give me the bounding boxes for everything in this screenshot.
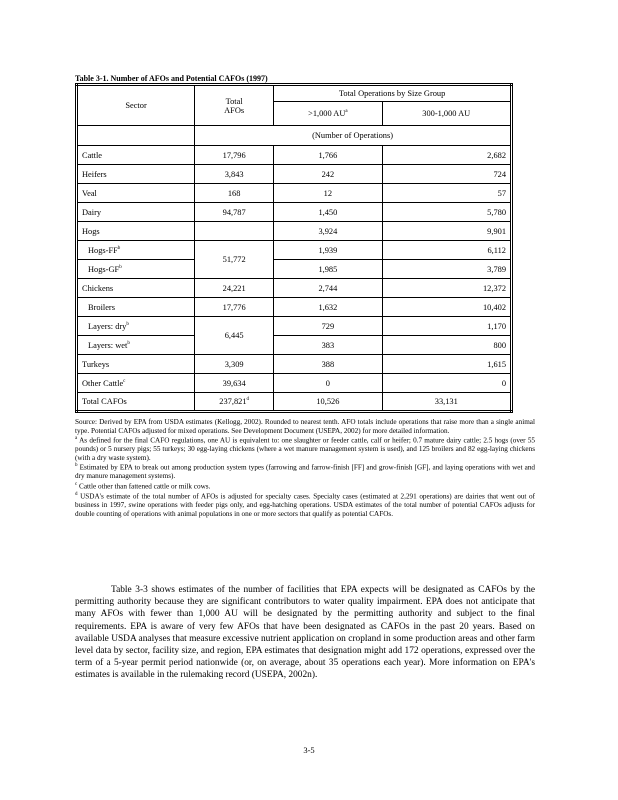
header-300-1000: 300-1,000 AU xyxy=(382,102,511,126)
footnote-a: $^a$ As defined for the final CAFO regulations, one AU is equivalent to: one slaughter or feeder cattle, calf or heifer; 0.7 mature dairy cattle; 2.5 hogs (over 55 pounds) or 5 nursery pigs; 55 turkeys; 30 egg-laying chickens (where a wet manure management system is used), and 125 broilers and 82 egg-laying chickens (with a dry waste system). xyxy=(75,436,536,462)
table-row: Veal 168 12 57 xyxy=(77,184,512,203)
header-size-group: Total Operations by Size Group xyxy=(274,85,512,102)
header-total-line2: AFOs xyxy=(224,105,245,115)
table-row: Layers: dry$^b$ 6,445 729 1,170 xyxy=(77,317,512,336)
table-row: Hogs-$GF^b$ 1,985 3,789 xyxy=(77,260,512,279)
table-row: Heifers 3,843 242 724 xyxy=(77,165,512,184)
table-notes xyxy=(75,418,535,518)
header-total-line1: Total xyxy=(225,96,243,106)
table-row: Other Cattle$^c$ 39,634 0 0 xyxy=(77,374,512,393)
page-number: 3-5 xyxy=(303,745,315,755)
units-row: (Number of Operations) xyxy=(195,126,512,146)
footnote-d: $^d$ USDA's estimate of the total number of AFOs is adjusted for specialty cases. Specialty cases (estimated at 2,291 operations) are dairies that went out of business in 1997, swine operations with feeder pigs only, and egg-hatching operations. USDA estimates of the total number of potential CAFOs adjusts for double counting of operations with animal populations in one or more sectors that qualify as potential CAFOs. xyxy=(75,491,536,518)
table-row: Hogs 3,924 9,901 xyxy=(77,222,512,241)
body-paragraph: Table 3-3 shows estimates of the number of facilities that EPA expects will be designated as CAFOs by the permitting authority because they are significant contributors to water quality impairment. EPA does not anticipate that many AFOs with fewer than 1,000 AU will be designated by the permitting authority and subject to the final requirements. EPA is aware of very few AFOs that have been designated as CAFOs in the past 20 years. Based on available USDA analyses that measure excessive nutrient application on cropland in some production areas and other farm level data by sector, facility size, and region, EPA estimates that designation might add 172 operations, expressed over the term of a 5-year permit period nationwide (or, on average, about 35 operations each year). More information on EPA's estimates is available in the rulemaking record (USEPA, 2002n). xyxy=(75,585,535,681)
table-row: Turkeys 3,309 388 1,615 xyxy=(77,355,512,374)
table-row: Dairy 94,787 1,450 5,780 xyxy=(77,203,512,222)
table-caption: Table 3-1. Number of AFOs and Potential CAFOs (1997) xyxy=(75,74,268,83)
header-gt1000: >1,000 $AU^a$ xyxy=(274,102,382,126)
table-row: Hogs-$FF^b$ 51,772 1,939 6,112 xyxy=(77,241,512,260)
table-row: Layers: wet$^b$ 383 800 xyxy=(77,336,512,355)
afo-table xyxy=(75,83,513,413)
table-row: Cattle 17,796 1,766 2,682 xyxy=(77,146,512,165)
footnote-c: $^c$ Cattle other than fattened cattle or milk cows. xyxy=(75,481,211,491)
footnote-b: $^b$ Estimated by EPA to break out among production system types (farrowing and farrow-finish [FF] and grow-finish [GF], and laying operations with wet and dry manure management systems). xyxy=(75,463,536,481)
table-row: Chickens 24,221 2,744 12,372 xyxy=(77,279,512,298)
table-row: Broilers 17,776 1,632 10,402 xyxy=(77,298,512,317)
table-row-total: Total CAFOs 237,821$^d$ 10,526 33,131 xyxy=(77,393,512,412)
source-note: Source: Derived by EPA from USDA estimates (Kellogg, 2002). Rounded to nearest tenth. AFO totals include operations that raise more than a single animal type. Potential CAFOs adjusted for mixed operations. See Development Document (USEPA, 2002) for more detailed information. xyxy=(75,418,535,435)
header-sector: Sector xyxy=(77,85,195,126)
header-total-afos xyxy=(195,85,274,126)
